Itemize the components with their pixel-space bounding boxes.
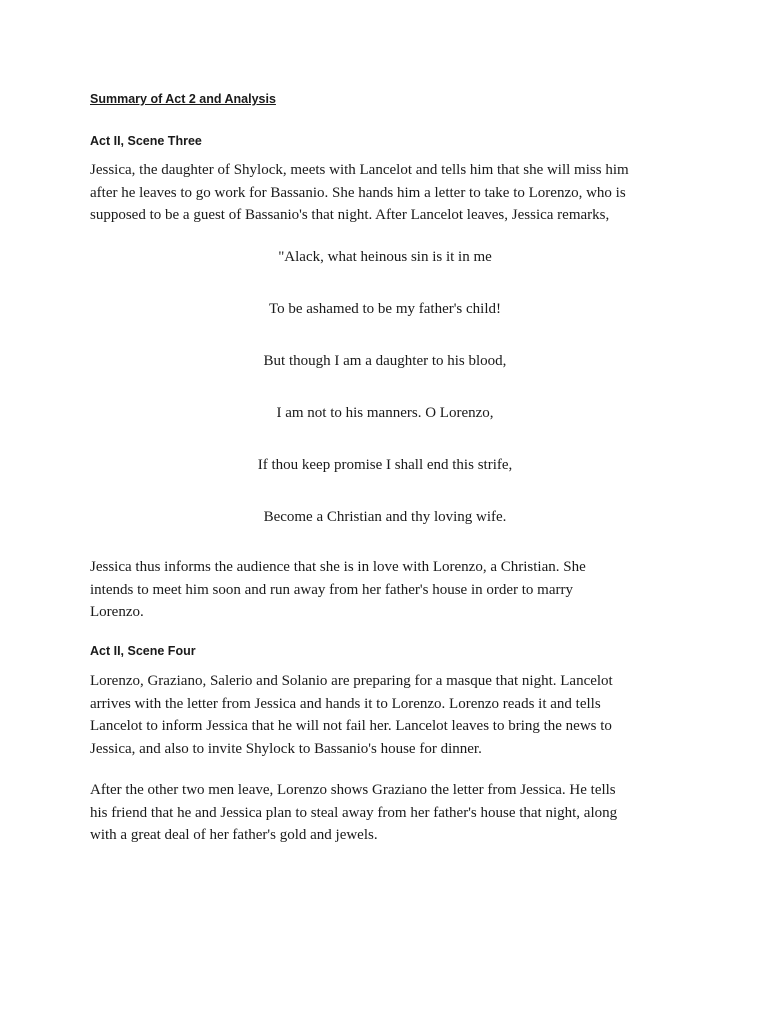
document-title: Summary of Act 2 and Analysis: [90, 92, 276, 106]
text-line: Lorenzo, Graziano, Salerio and Solanio are preparing for a masque that night. Lancelot: [90, 673, 613, 689]
scene-four-heading: Act II, Scene Four: [90, 644, 196, 658]
text-line: Jessica, the daughter of Shylock, meets with Lancelot and tells him that she will miss him: [90, 162, 629, 178]
text-line: Lancelot to inform Jessica that he will not fail her. Lancelot leaves to bring the news to: [90, 718, 612, 734]
verse-line: I am not to his manners. O Lorenzo,: [276, 405, 494, 421]
scene-three-analysis-paragraph: [90, 556, 680, 624]
scene-three-intro-paragraph: [90, 159, 680, 227]
verse-line: But though I am a daughter to his blood,: [263, 353, 507, 369]
text-line: with a great deal of her father's gold and jewels.: [90, 827, 378, 843]
text-line: Jessica thus informs the audience that she is in love with Lorenzo, a Christian. She: [90, 559, 586, 575]
text-line: his friend that he and Jessica plan to steal away from her father's house that night, along: [90, 804, 618, 821]
text-line: Jessica, and also to invite Shylock to Bassanio's house for dinner.: [90, 740, 482, 757]
text-line: after he leaves to go work for Bassanio. She hands him a letter to take to Lorenzo, who is: [90, 184, 626, 201]
verse-line: "Alack, what heinous sin is it in me: [278, 249, 492, 265]
verse-line: To be ashamed to be my father's child!: [269, 301, 501, 317]
scene-four-paragraph-1: [90, 670, 680, 760]
verse-line: Become a Christian and thy loving wife.: [263, 509, 507, 525]
verse-line: If thou keep promise I shall end this strife,: [257, 457, 513, 473]
text-line: After the other two men leave, Lorenzo shows Graziano the letter from Jessica. He tells: [90, 782, 616, 798]
text-line: supposed to be a guest of Bassanio's that night. After Lancelot leaves, Jessica remarks,: [90, 207, 610, 223]
text-line: arrives with the letter from Jessica and hands it to Lorenzo. Lorenzo reads it and tells: [90, 695, 601, 712]
scene-four-paragraph-2: [90, 779, 680, 847]
scene-three-heading: Act II, Scene Three: [90, 134, 202, 148]
text-line: Lorenzo.: [90, 604, 144, 620]
text-line: intends to meet him soon and run away from her father's house in order to marry: [90, 581, 573, 598]
